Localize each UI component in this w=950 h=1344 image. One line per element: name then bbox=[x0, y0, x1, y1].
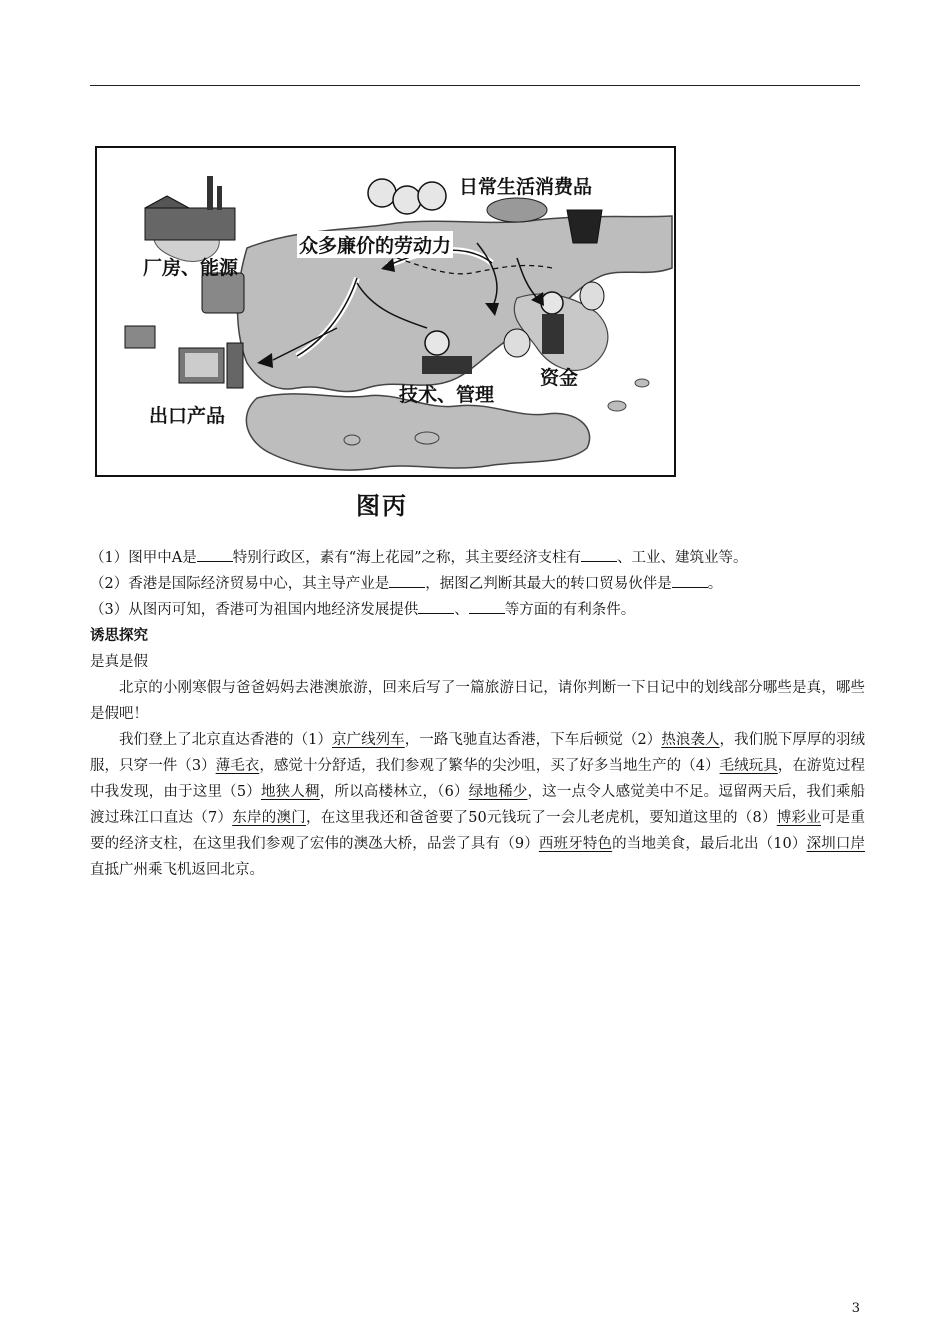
label-factory-energy: 厂房、能源 bbox=[143, 257, 239, 279]
label-labor: 众多廉价的劳动力 bbox=[297, 231, 453, 258]
diary-paragraph bbox=[90, 727, 865, 883]
diary-text: 可是重要的经济支柱，在这里我们参观了宏伟的澳氹大桥，品尝了具有（9） bbox=[90, 810, 866, 852]
page-number: 3 bbox=[851, 1301, 860, 1316]
underlined-phrase: 热浪袭人 bbox=[661, 732, 720, 748]
answer-blank[interactable] bbox=[389, 573, 425, 588]
diary-text: 我们登上了北京直达香港的（1） bbox=[119, 732, 332, 748]
section-heading: 诱思探究 bbox=[90, 628, 148, 644]
underlined-phrase: 毛绒玩具 bbox=[719, 758, 778, 774]
label-export: 出口产品 bbox=[149, 405, 226, 427]
answer-blank[interactable] bbox=[672, 573, 708, 588]
intro-paragraph: 北京的小刚寒假与爸爸妈妈去港澳旅游，回来后写了一篇旅游日记，请你判断一下日记中的划线部分哪些是真，哪些是假吧！ bbox=[90, 680, 865, 722]
questions-block bbox=[90, 545, 865, 883]
underlined-phrase: 博彩业 bbox=[776, 810, 822, 826]
underlined-phrase: 地狭人稠 bbox=[260, 784, 320, 800]
answer-blank[interactable] bbox=[469, 599, 505, 614]
diary-text: 直抵广州乘飞机返回北京。 bbox=[90, 862, 264, 878]
label-tech-management: 技术、管理 bbox=[399, 384, 495, 406]
question-1: （1）图甲中A是 特别行政区，素有“海上花园”之称，其主要经济支柱有 、工业、建筑业等。 bbox=[90, 545, 865, 571]
underlined-phrase: 西班牙特色 bbox=[538, 836, 613, 852]
underlined-phrase: 绿地稀少 bbox=[468, 784, 528, 800]
diary-text: ，在游览过程中我发现，由于这里（5） bbox=[90, 758, 866, 800]
underlined-phrase: 薄毛衣 bbox=[215, 758, 260, 774]
label-capital: 资金 bbox=[540, 367, 579, 389]
underlined-phrase: 深圳口岸 bbox=[806, 836, 866, 852]
answer-blank[interactable] bbox=[197, 547, 233, 562]
diary-text: ，我们脱下厚厚的羽绒服，只穿一件（3） bbox=[90, 732, 865, 774]
question-3: （3）从图丙可知，香港可为祖国内地经济发展提供 、 等方面的有利条件。 bbox=[90, 597, 865, 623]
figure-caption: 图丙 bbox=[356, 492, 408, 520]
diary-text: ，所以高楼林立，（6） bbox=[319, 784, 469, 800]
question-2: （2）香港是国际经济贸易中心，其主导产业是 ，据图乙判断其最大的转口贸易伙伴是 。 bbox=[90, 571, 865, 597]
diary-text: ，在这里我还和爸爸要了50元钱玩了一会儿老虎机，要知道这里的（8） bbox=[306, 810, 777, 826]
label-consumer-goods: 日常生活消费品 bbox=[459, 176, 593, 198]
diary-text: ，一路飞驰直达香港，下车后顿觉（2） bbox=[404, 732, 662, 748]
diary-text: ，这一点令人感觉美中不足。逗留两天后，我们乘船渡过珠江口直达（7） bbox=[90, 784, 866, 826]
underlined-phrase: 京广线列车 bbox=[331, 732, 405, 748]
header-rule bbox=[90, 85, 860, 86]
section-subheading: 是真是假 bbox=[90, 654, 148, 670]
diary-text: ，感觉十分舒适，我们参观了繁华的尖沙咀，买了好多当地生产的（4） bbox=[259, 758, 720, 774]
figure-illustration bbox=[95, 146, 676, 477]
answer-blank[interactable] bbox=[418, 599, 454, 614]
answer-blank[interactable] bbox=[581, 547, 617, 562]
diary-text: 的当地美食，最后北出（10） bbox=[612, 836, 807, 852]
underlined-phrase: 东岸的澳门 bbox=[232, 810, 307, 826]
